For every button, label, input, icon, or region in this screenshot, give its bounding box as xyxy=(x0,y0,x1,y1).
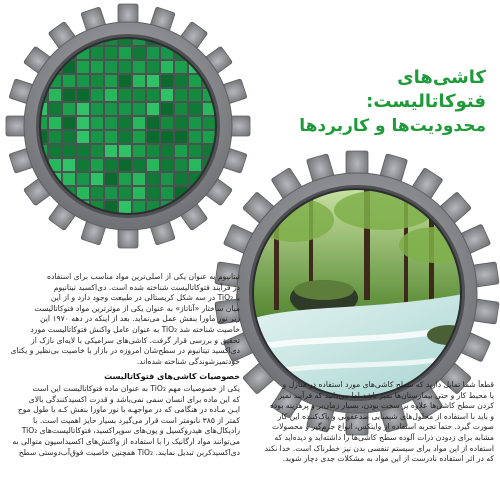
mosaic-tile xyxy=(175,145,187,157)
mosaic-tile xyxy=(119,173,131,185)
mosaic-tile xyxy=(119,187,131,199)
mosaic-tile xyxy=(161,61,173,73)
text-line: رادیکال‌های هیدروکسیل و یون‌های سوپراکسید، فتوکاتالیست‌های TiO₂ xyxy=(21,426,240,436)
mosaic-tile xyxy=(105,47,117,59)
mosaic-tile xyxy=(119,201,131,213)
text-line: خاصیت شناخته شد TiO₂ به عنوان عامل واکنش فتوکاتالیست مورد xyxy=(30,324,240,334)
mosaic-tile xyxy=(63,89,75,101)
text-line: یا محیط کار و حتی بیمارستان‌ها تمیز باشد اما می‌دانید که فرآیند تمیز xyxy=(278,390,494,400)
mosaic-tile xyxy=(49,103,61,115)
mosaic-tile xyxy=(161,173,173,185)
mosaic-tile xyxy=(161,117,173,129)
mosaic-tile xyxy=(161,75,173,87)
mosaic-tile xyxy=(161,187,173,199)
mosaic-tile xyxy=(175,75,187,87)
mosaic-tile xyxy=(133,89,145,101)
mosaic-tile xyxy=(119,103,131,115)
mosaic-tile xyxy=(91,173,103,185)
mosaic-tile xyxy=(91,145,103,157)
mosaic-tile xyxy=(63,145,75,157)
mosaic-tile xyxy=(105,117,117,129)
mosaic-tile xyxy=(91,89,103,101)
text-line: یا TiO₂ در سه شکل کریستالی در طبیعت وجود دارد و از این xyxy=(50,293,240,303)
mosaic-tile xyxy=(189,159,201,171)
mosaic-tile xyxy=(63,75,75,87)
mosaic-tile xyxy=(77,173,89,185)
mosaic-tile xyxy=(105,131,117,143)
mosaic-tile xyxy=(119,159,131,171)
mosaic-tile xyxy=(161,131,173,143)
text-line: کردن سطح کاشی‌ها علاوه بر سخت بودن، بسیار زمان‌بر و پرهزینه بوده xyxy=(269,401,494,411)
mosaic-tile xyxy=(49,117,61,129)
text-line: صورت گیرد. حتماً تجربه استفاده از وایتکس، انواع جرم‌گیر و محصولات xyxy=(272,422,494,432)
mosaic-tile xyxy=(105,103,117,115)
mosaic-tile xyxy=(91,61,103,73)
text-line: که در اثر استفاده نادرست از این مواد به مشکلات جدی دچار شوید. xyxy=(282,454,494,464)
mosaic-tile xyxy=(161,145,173,157)
text-line: دی‌اکسید تیتانیوم در سطح‌شان امروزه در بازار با خاصیت بی‌نظیر و یکتای xyxy=(10,346,240,356)
mosaic-tile xyxy=(203,131,215,143)
mosaic-tile xyxy=(91,131,103,143)
mosaic-tile xyxy=(133,159,145,171)
mosaic-tile xyxy=(63,103,75,115)
mosaic-tile xyxy=(91,159,103,171)
text-line: زیر نور ماورا بنفش عمل می‌نماید. بعد از اینکه در دهه ۱۹۷۰ این xyxy=(40,314,240,324)
mosaic-tile xyxy=(119,61,131,73)
mosaic-tile xyxy=(147,131,159,143)
mosaic-tile xyxy=(49,131,61,143)
mosaic-tile xyxy=(175,61,187,73)
mosaic-tile xyxy=(133,117,145,129)
mosaic-tile xyxy=(161,89,173,101)
mosaic-tile xyxy=(105,159,117,171)
mosaic-tile xyxy=(147,173,159,185)
mosaic-tile xyxy=(63,159,75,171)
mosaic-tile xyxy=(133,47,145,59)
mosaic-tile xyxy=(133,75,145,87)
mosaic-tile xyxy=(119,145,131,157)
text-line: کمتر از ۳۸۵ نانومتر است قرار می‌گیرد بسیار حایز اهمیت است. با xyxy=(33,415,240,425)
mosaic-tile xyxy=(133,103,145,115)
mosaic-tile xyxy=(189,131,201,143)
mosaic-tile xyxy=(147,89,159,101)
mosaic-tile xyxy=(189,89,201,101)
text-line: خودتمیزشوندگی شناخته شده‌اند. xyxy=(136,356,240,366)
text-line: تحقیق و بررسی قرار گرفت. کاشی‌های سرامیکی با لایه‌ای نازک از xyxy=(31,335,240,345)
mosaic-tile xyxy=(91,75,103,87)
mosaic-tile xyxy=(35,215,47,227)
mosaic-tile xyxy=(63,117,75,129)
mosaic-tile xyxy=(133,187,145,199)
mosaic-tile xyxy=(147,47,159,59)
mosaic-tile xyxy=(119,89,131,101)
mosaic-tile xyxy=(63,131,75,143)
mosaic-tile xyxy=(77,187,89,199)
bottom-fade xyxy=(0,490,500,500)
text-line: مشابه برای زدودن ذرات آلوده سطح کاشی‌ها را داشته‌اید و دیده‌اید که xyxy=(274,432,494,442)
text-line: قطعاً شما تمایل دارید که سطح کاشی‌های مورد استفاده در منازل و xyxy=(282,380,494,389)
text-line: ایـن مـاده در هنگامی که در مواجهـه با نور ماورا بنفش کـه با طول موج xyxy=(17,405,240,415)
mosaic-tile xyxy=(189,75,201,87)
mosaic-tile xyxy=(175,173,187,185)
section-heading: خصوصیات کاشی‌های فتوکاتالیست xyxy=(104,372,240,381)
text-line: تیتانیوم به عنوان یکی از اصلی‌ترین مواد مناسب برای استفاده xyxy=(46,272,240,281)
mosaic-tile xyxy=(147,103,159,115)
mosaic-tile xyxy=(133,131,145,143)
mosaic-tile xyxy=(119,75,131,87)
mosaic-tile xyxy=(133,201,145,213)
mosaic-tile xyxy=(175,89,187,101)
mosaic-tile xyxy=(119,117,131,129)
article-title-line2: محدودیت‌ها و کاربردها xyxy=(299,116,486,136)
mosaic-tile xyxy=(77,131,89,143)
mosaic-tile xyxy=(147,75,159,87)
text-line: دی‌اکسیدکربن تبدیل نمایند. TiO₂ همچنین خاصیت فوق‌آب‌دوستی سطح xyxy=(18,447,240,457)
mosaic-tile xyxy=(217,33,229,45)
mosaic-tile xyxy=(175,131,187,143)
article-title-line1: کاشی‌های فتوکاتالیست: xyxy=(366,67,486,112)
mosaic-tile xyxy=(91,47,103,59)
mosaic-tile xyxy=(133,173,145,185)
mosaic-tile xyxy=(133,145,145,157)
intro-paragraph xyxy=(8,272,240,367)
mosaic-tile xyxy=(77,159,89,171)
mosaic-tile xyxy=(35,33,47,45)
properties-paragraph xyxy=(8,384,240,458)
text-line: یکی از خصوصیات مهم TiO₂ به عنوان ماده فتوکاتالیست این است xyxy=(32,384,240,393)
mosaic-tile xyxy=(49,145,61,157)
mosaic-tile xyxy=(175,159,187,171)
mosaic-tile xyxy=(105,145,117,157)
mosaic-tile xyxy=(161,159,173,171)
mosaic-tile xyxy=(175,117,187,129)
mosaic-tile xyxy=(63,173,75,185)
mosaic-tile xyxy=(189,145,201,157)
text-line: میان ساختار «آناتاز» به عنوان یکی از موثرترین مواد فتوکاتالیست xyxy=(34,303,240,313)
mosaic-tile xyxy=(105,187,117,199)
mosaic-tile xyxy=(77,89,89,101)
text-line: و باید با استفاده از محلول‌های شیمیایی ضدعفونی و پاک‌کننده این کار xyxy=(277,411,494,421)
mosaic-tile xyxy=(175,103,187,115)
mosaic-tile xyxy=(105,75,117,87)
mosaic-tile xyxy=(91,117,103,129)
mosaic-tile xyxy=(77,103,89,115)
mosaic-tile xyxy=(77,75,89,87)
mosaic-tile xyxy=(147,187,159,199)
mosaic-tile xyxy=(147,61,159,73)
text-line: در فرآیند فتوکاتالیست شناخته شده است. دی‌اکسید تیتانیوم xyxy=(53,282,240,292)
mosaic-tile xyxy=(189,117,201,129)
mosaic-tile xyxy=(77,117,89,129)
mosaic-tile xyxy=(133,61,145,73)
mosaic-tile xyxy=(119,47,131,59)
cleaning-paragraph xyxy=(262,380,494,465)
mosaic-tile xyxy=(91,103,103,115)
text-line: می‌توانند مواد ارگانیک را با استفاده از واکنش‌های اکسیداسیون متوالی به xyxy=(12,436,240,446)
mosaic-tile xyxy=(49,89,61,101)
mosaic-tile xyxy=(91,187,103,199)
mosaic-tile xyxy=(203,117,215,129)
mosaic-tile xyxy=(147,159,159,171)
mosaic-tile xyxy=(119,131,131,143)
article-title xyxy=(276,66,486,138)
mosaic-tile xyxy=(77,61,89,73)
mosaic-tile xyxy=(77,145,89,157)
mosaic-tile xyxy=(105,61,117,73)
mosaic-tile xyxy=(147,145,159,157)
mosaic-tile xyxy=(105,173,117,185)
text-line: استفاده از این مواد برای سیستم تنفسی بدن نیز خطرناک است. خدا نکند xyxy=(264,443,494,453)
mosaic-tile xyxy=(105,89,117,101)
mosaic-tile xyxy=(161,103,173,115)
mosaic-tile xyxy=(147,117,159,129)
text-line: که این ماده برای انسان سمی نمی‌باشد و قدرت اکسیدکنندگی بالای xyxy=(28,394,240,404)
mosaic-tile xyxy=(189,103,201,115)
